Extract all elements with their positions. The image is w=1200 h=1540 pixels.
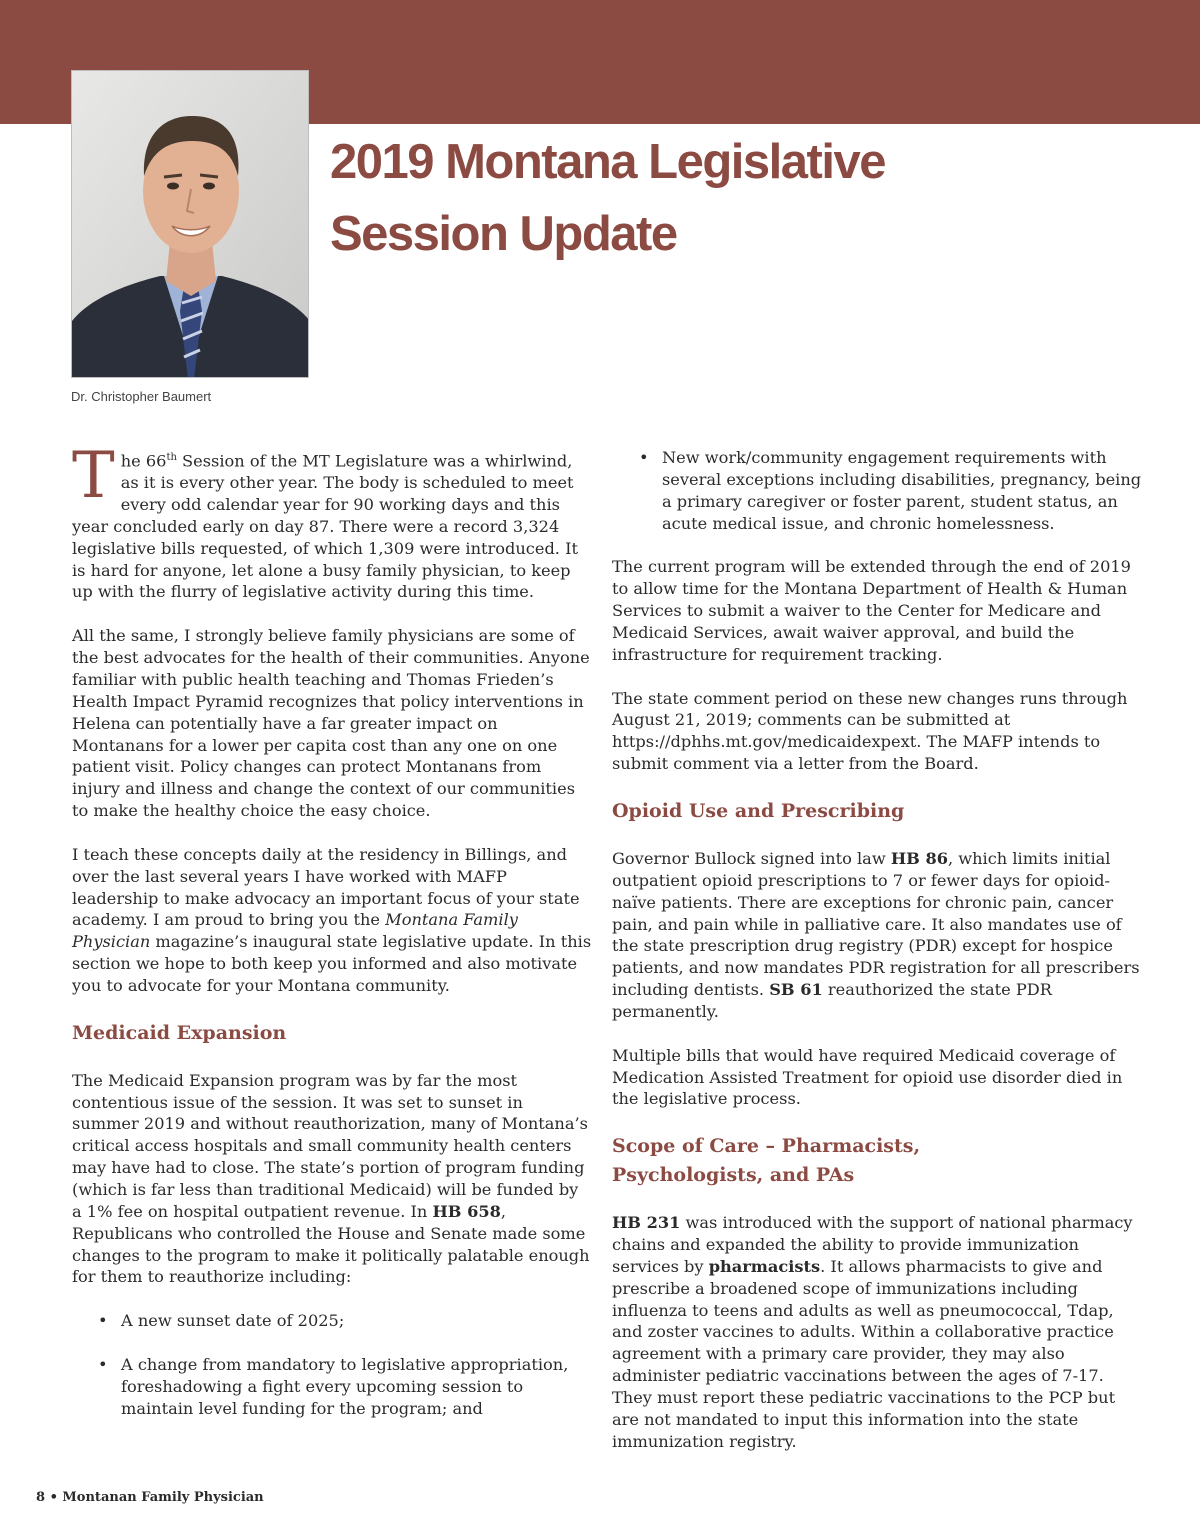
paragraph-residency	[72, 844, 592, 997]
bill-sb61: SB 61	[769, 980, 823, 1000]
list-item: • A change from mandatory to legislative appropriation, foreshadowing a fight every upcoming session to maintain level funding for the program; and	[72, 1354, 592, 1420]
paragraph-comment-period: The state comment period on these new changes runs through August 21, 2019; comments can be submitted at https://dphhs.mt.gov/medicaidexpext. The MAFP intends to submit comment via a letter from the Board.	[612, 688, 1128, 774]
bill-hb658: HB 658	[432, 1201, 501, 1221]
scope-heading-line-1: Scope of Care – Pharmacists,	[612, 1135, 921, 1158]
paragraph-opioid-law	[612, 848, 1142, 1023]
right-column	[612, 447, 1142, 1475]
intro-paragraph	[72, 439, 592, 603]
paragraph-scope	[612, 1212, 1142, 1452]
intro-text-a: he 66	[120, 451, 167, 471]
heading-medicaid-expansion: Medicaid Expansion	[72, 1021, 287, 1044]
title-line-2: Session Update	[330, 207, 677, 261]
opioid-text-b: , which limits initial outpatient opioid prescriptions to 7 or fewer days for opioid-naïve patients. There are exceptions for chronic pain, cancer pain, and pain while in palliative care. It also mandates use of the state prescription drug registry (PDR) except for hospice patients, and now mandates PDR registration for all prescribers including dentists.	[612, 848, 1140, 1000]
list-item: • New work/community engagement requirements with several exceptions including disabilities, pregnancy, being a primary caregiver or foster parent, student status, an acute medical issue, and chronic homelessness.	[612, 447, 1142, 534]
scope-text-a: was introduced with the support of national pharmacy chains and expanded the ability to provide immunization services by	[612, 1213, 1133, 1276]
residency-text-a: I teach these concepts daily at the residency in Billings, and over the last several years I have worked with MAFP leadership to make advocacy an important focus of your state academy. I am proud to bring you the	[72, 844, 580, 930]
scope-text-b: . It allows pharmacists to give and prescribe a broadened scope of immunizations including influenza to teens and adults as well as pneumococcal, Tdap, and zoster vaccines to adults. Within a collaborative practice agreement with a primary care provider, they may also administer pediatric vaccinations between the ages of 7-17. They must report these pediatric vaccinations to the PCP but are not mandated to input this information into the state immunization registry.	[612, 1256, 1116, 1451]
opioid-text-c: reauthorized the state PDR permanently.	[612, 980, 1052, 1021]
title-line-1: 2019 Montana Legislative	[330, 135, 885, 189]
heading-opioid: Opioid Use and Prescribing	[612, 799, 905, 822]
left-column	[72, 439, 592, 1442]
medicaid-text-b: , Republicans who controlled the House and Senate made some changes to the program to make it politically palatable enough for them to reauthorize including:	[72, 1201, 590, 1287]
bill-hb86: HB 86	[890, 848, 948, 868]
author-photo	[71, 70, 309, 378]
magazine-title: Montana Family Physician	[72, 910, 518, 952]
intro-text-b: Session of the MT Legislature was a whirlwind, as it is every other year. The body is scheduled to meet every odd calendar year for 90 working days and this year concluded early on day 87. There were a record 3,324 legislative bills requested, of which 1,309 were introduced. It is hard for anyone, let alone a busy family physician, to keep up with the flurry of legislative activity during this time.	[72, 451, 579, 602]
residency-text-b: magazine’s inaugural state legislative update. In this section we hope to both keep you informed and also motivate you to advocate for your Montana community.	[72, 932, 592, 995]
paragraph-opioid-bills: Multiple bills that would have required Medicaid coverage of Medication Assisted Treatment for opioid use disorder died in the legislative process.	[612, 1045, 1123, 1109]
footer-separator: •	[49, 1490, 58, 1505]
photo-caption: Dr. Christopher Baumert	[71, 389, 212, 404]
intro-superscript: th	[166, 452, 177, 463]
pharmacists-term: pharmacists	[708, 1256, 821, 1276]
page-title	[330, 126, 1190, 270]
publication-name: Montanan Family Physician	[62, 1490, 264, 1505]
paragraph-program-extension: The current program will be extended through the end of 2019 to allow time for the Montana Department of Health & Human Services to submit a waiver to the Center for Medicare and Medicaid Services, await waiver approval, and build the infrastructure for requirement tracking.	[612, 557, 1131, 664]
bill-hb231: HB 231	[612, 1213, 681, 1233]
opioid-text-a: Governor Bullock signed into law	[612, 848, 891, 868]
paragraph-medicaid	[72, 1070, 592, 1288]
drop-cap: T	[72, 439, 115, 513]
medicaid-text-a: The Medicaid Expansion program was by far the most contentious issue of the session. It was set to sunset in summer 2019 and without reauthorization, many of Montana’s critical access hospitals and small community health centers may have had to close. The state’s portion of program funding (which is far less than traditional Medicaid) will be funded by a 1% fee on hospital outpatient revenue. In	[72, 1070, 588, 1221]
list-item: • A new sunset date of 2025;	[72, 1310, 592, 1332]
heading-scope-of-care	[612, 1132, 1142, 1190]
medicaid-changes-list-continued	[612, 447, 1142, 534]
scope-heading-line-2: Psychologists, and PAs	[612, 1164, 855, 1187]
page-number: 8	[36, 1490, 46, 1505]
medicaid-changes-list	[72, 1310, 592, 1419]
paragraph-advocates: All the same, I strongly believe family physicians are some of the best advocates for the health of their communities. Anyone familiar with public health teaching and Thomas Frieden’s Health Impact Pyramid recognizes that policy interventions in Helena can potentially have a far greater impact on Montanans for a lower per capita cost than any one on one patient visit. Policy changes can protect Montanans from injury and illness and change the context of our communities to make the healthy choice the easy choice.	[72, 626, 590, 821]
page-footer	[36, 1490, 264, 1505]
